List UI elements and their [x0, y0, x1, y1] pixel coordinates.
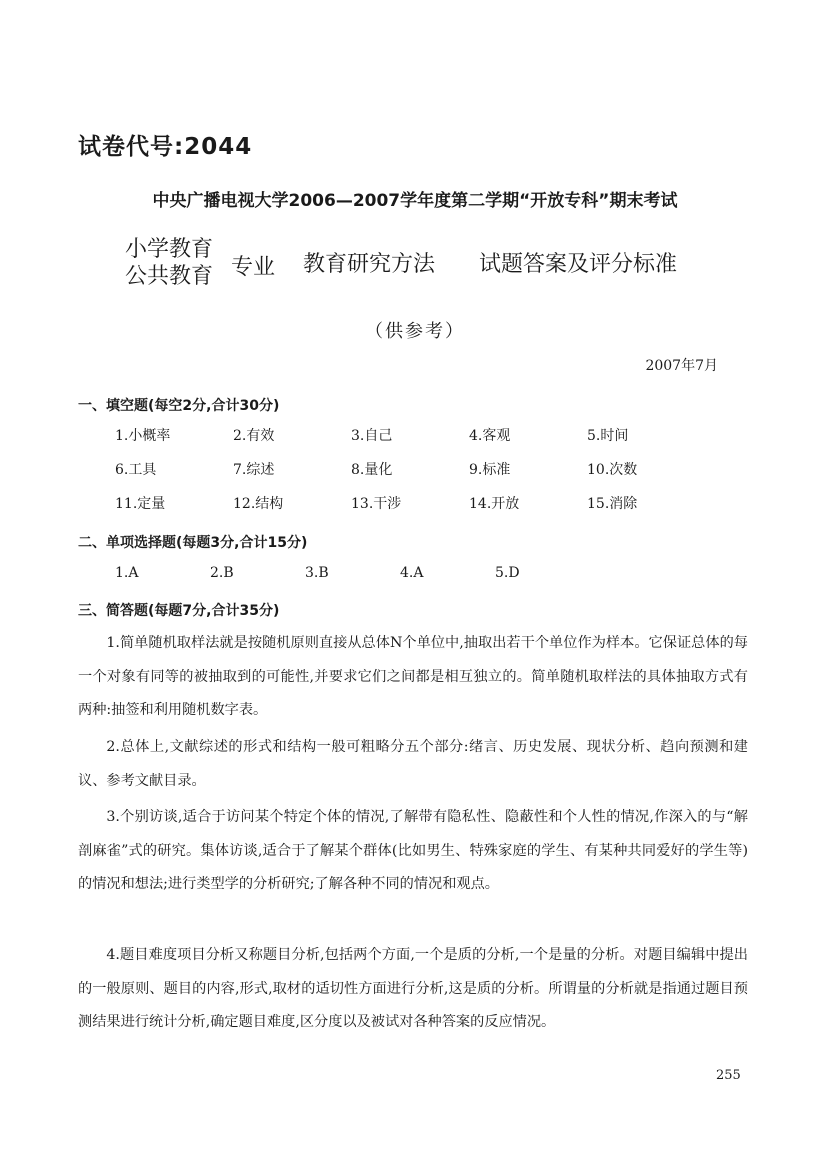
answer-item: 11.定量: [115, 496, 166, 512]
page-number: 255: [716, 1068, 741, 1083]
majors-block: [125, 236, 213, 290]
answer-item: 1.A: [115, 565, 139, 581]
answer-item: 8.量化: [351, 462, 393, 478]
answer-item: 10.次数: [587, 462, 638, 478]
paper-code: 试卷代号:2044: [78, 134, 253, 160]
answer-item: 12.结构: [233, 496, 284, 512]
major-public: 公共教育: [125, 264, 214, 289]
answer-item: 6.工具: [115, 462, 157, 478]
short-answer-2: 2.总体上,文献综述的形式和结构一般可粗略分五个部分:绪言、历史发展、现状分析、趋向预测和建议、参考文献目录。: [78, 739, 748, 789]
answer-item: 15.消除: [587, 496, 638, 512]
section-1-title: 一、填空题(每空2分,合计30分): [78, 398, 280, 414]
section-2-title: 二、单项选择题(每题3分,合计15分): [78, 535, 308, 551]
answer-item: 9.标准: [469, 462, 511, 478]
answer-item: 2.有效: [233, 428, 275, 444]
reference-note: （供参考）: [365, 321, 465, 342]
choice-answers: [115, 565, 590, 581]
short-answer-1: 1.简单随机取样法就是按随机原则直接从总体N个单位中,抽取出若干个单位作为样本。它保证总体的每一个对象有同等的被抽取到的可能性,并要求它们之间都是相互独立的。简单随机取样法的具体抽取方式有两种:抽签和利用随机数字表。: [78, 635, 748, 718]
answer-item: 1.小概率: [115, 428, 171, 444]
answer-item: 3.B: [305, 565, 329, 581]
answer-item: 5.D: [495, 565, 520, 581]
fill-blank-answers: [115, 419, 705, 521]
exam-title: 中央广播电视大学2006—2007学年度第二学期“开放专科”期末考试: [152, 191, 678, 211]
course-name: 教育研究方法: [303, 252, 436, 277]
exam-date: 2007年7月: [645, 358, 718, 374]
short-answer-4: 4.题目难度项目分析又称题目分析,包括两个方面,一个是质的分析,一个是量的分析。对题目编辑中提出的一般原则、题目的内容,形式,取材的适切性方面进行分析,这是质的分析。所谓量的分析就是指通过题目预测结果进行统计分析,确定题目难度,区分度以及被试对各种答案的反应情况。: [78, 947, 748, 1030]
major-suffix: 专业: [231, 255, 276, 280]
answer-item: 4.A: [400, 565, 424, 581]
answer-item: 3.自己: [351, 428, 393, 444]
answer-item: 4.客观: [469, 428, 511, 444]
document-type: 试题答案及评分标准: [479, 252, 678, 277]
answer-item: 5.时间: [587, 428, 629, 444]
section-3-title: 三、简答题(每题7分,合计35分): [78, 603, 280, 619]
answer-item: 13.干涉: [351, 496, 402, 512]
answer-item: 2.B: [210, 565, 234, 581]
major-primary: 小学教育: [125, 237, 214, 262]
answer-item: 7.综述: [233, 462, 275, 478]
answer-item: 14.开放: [469, 496, 520, 512]
short-answer-3: 3.个别访谈,适合于访问某个特定个体的情况,了解带有隐私性、隐蔽性和个人性的情况,作深入的与“解剖麻雀”式的研究。集体访谈,适合于了解某个群体(比如男生、特殊家庭的学生、有某种共同爱好的学生等)的情况和想法;进行类型学的分析研究;了解各种不同的情况和观点。: [78, 809, 748, 892]
